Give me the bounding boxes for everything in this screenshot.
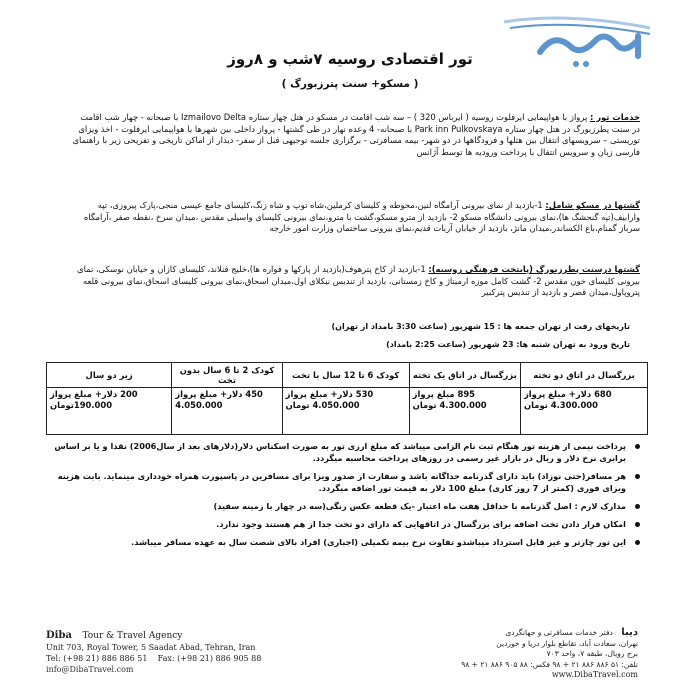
bullet-icon — [635, 540, 640, 545]
footer-address-en: Unit 703, Royal Tower, 5 Saadat Abad, Tehran, Iran — [46, 643, 256, 652]
footer-persian — [408, 628, 638, 681]
list-item: مدارک لازم : اصل گذرنامه با حداقل هفت ماه اعتبار -یک قطعه عکس رنگی(سه در چهار با زمینه سفید) — [44, 500, 640, 512]
list-item: این تور چارتر و غیر قابل استرداد میباشدو تفاوت نرخ بیمه تکمیلی (اجباری) افراد بالای شصت سال به عهده مسافر میباشد. — [44, 536, 640, 548]
footer-fax-en: Fax: (+98 21) 886 905 88 — [157, 654, 262, 663]
footer-address-fa-2: برج رویال، طبقه ۷، واحد ۷۰۳ — [546, 649, 638, 658]
footer-email-link[interactable]: info@DibaTravel.com — [46, 665, 134, 674]
departure-date: تاریخهای رفت از تهران جمعه ها : 15 شهریور (ساعت 3:30 بامداد از تهران) — [331, 322, 630, 331]
bullet-icon — [635, 444, 640, 449]
footer-agency-fa: دفتر خدمات مسافرتی و جهانگردی — [505, 628, 613, 637]
list-item: امکان قرار دادن تخت اضافه برای بزرگسال در اتاقهایی که دارای دو تخت جدا از هم هستند وجود ندارد. — [44, 518, 640, 530]
price-header: بزرگسال در اتاق یک تخته — [409, 363, 520, 388]
page-title: تور اقتصادی روسیه ۷شب و ۸روز — [227, 50, 473, 68]
price-table — [46, 362, 648, 435]
stpetersburg-tours-section — [70, 264, 640, 299]
services-text: پرواز با هواپیمایی ایرفلوت روسیه ( ایرباس 320 ) – سه شب اقامت در مسکو در هتل چهار ستاره Izmailovo Delta با صبحانه - چهار شب اقامت در سنت پطرزبورگ در هتل چهار ستاره Park inn Pulkovskaya با صبحانه- 4 وعده نهار در طی گشتها - پرواز داخلی بین شهرها با هواپیمایی ایرفلوت - اخذ ویزای توریستی – سرویسهای انتقال بین هتلها و فرودگاهها در دو شهر- بیمه مسافرتی - برگزاری جلسه توجیهی قبل از سفر- دیدار از اماکن تاریخی و تفریحی زیر با راهنمای فارسی زبان و سرویس انتقال با پرداخت ورودیه ها توسط آژانس — [72, 112, 640, 157]
bullet-icon — [635, 474, 640, 479]
bullet-icon — [635, 522, 640, 527]
footer-tel-en: Tel: (+98 21) 886 886 51 — [46, 654, 148, 663]
footer-english — [46, 630, 306, 675]
page-subtitle: ( مسکو+ سنت پترزبورگ ) — [281, 78, 419, 90]
price-cell: 530 دلار+ مبلغ پرواز 4.050.000 تومان — [282, 388, 409, 435]
list-item: پرداخت نیمی از هزینه تور هنگام ثبت نام الزامی میباشد که مبلغ ارزی تور به صورت اسکناس دلار(دلارهای بعد از سال2006) نقدا و یا بر اساس برابری نرخ دلار و ریال در بازار غیر رسمی در روزهای پرداخت محاسبه میگردد. — [44, 440, 640, 464]
price-cell: 200 دلار+ مبلغ پرواز 190.000تومان — [47, 388, 172, 435]
notes-list — [44, 440, 640, 554]
services-label: خدمات تور : — [589, 112, 640, 122]
footer-address-fa-1: تهران، سعادت آباد، تقاطع بلوار دریا و خوردین — [496, 638, 638, 648]
footer-phones-fa: تلفن: ۵۱ ۸۸۶ ۸۸۶ ۲۱ + ۹۸ فکس: ۸۸ ۹۰۵ ۸۸۶ ۲۱ + ۹۸ — [461, 659, 638, 669]
services-section — [70, 112, 640, 158]
moscow-tours-section — [70, 200, 640, 235]
footer-agency-en: Tour & Travel Agency — [82, 631, 183, 641]
footer-brand-fa: دیبا — [621, 627, 638, 638]
moscow-label: گشتها در مسکو شامل: — [545, 200, 640, 210]
table-row — [47, 388, 648, 435]
footer-brand-en: Diba — [46, 630, 72, 641]
stpetersburg-label: گشتها درسنت پطرزبورگ (پایتخت فرهنگی روسیه): — [428, 264, 640, 274]
moscow-text: 1-بازدید از نمای بیرونی آرامگاه لنین،محوطه و کلیسای کرملین،شاه توپ و شاه زنگ،کلیسای جامع عیسی منجی،پارک پیروزی، تپه وارابیف(تپه گنجشگ ها)،نمای بیرونی دانشگاه مسکو 2- بازدید از مترو مسکو،گشت با مترو،نمای بیرونی کلیسای واسیلی مقدس ،میدان سرخ ،نقطه صفر ،آرامگاه سرباز گمنام،باغ الکساندر،میدان مانژ، بازدید از خیابان آربات قدیم،نمای بیرونی ساختمان وزارت امور خارجه — [83, 200, 640, 234]
footer-website-link[interactable]: www.DibaTravel.com — [551, 670, 638, 679]
return-date: تاریخ ورود به تهران شنبه ها: 23 شهریور (ساعت 2:25 بامداد) — [386, 340, 630, 349]
bullet-icon — [635, 504, 640, 509]
price-header: زیر دو سال — [47, 363, 172, 388]
price-table-header-row — [47, 363, 648, 388]
price-cell: 450 دلار+ مبلغ پرواز 4.050.000 — [172, 388, 282, 435]
price-cell: 680 دلار+ مبلغ پرواز 4.300.000 تومان — [520, 388, 647, 435]
stpetersburg-text: 1-بازدید از کاخ پترهوف(بازدید از پارکها و فواره ها)،خلیج فنلاند، کلیسای کازان و خیابان نوسکی، نمای بیرونی کلیسای خون مقدس 2- گشت کامل موزه ارمیتاژ و کاخ زمستانی، بازدید از تندیس نیکلای اول،میدان اسحاق،نمای بیرونی کلیسای اسحاق،نمای بیرونی قلعه پتروپاول،میدان قصر و بازدید از تندیس پترکبیر — [77, 264, 640, 298]
price-header: کودک 2 تا 6 سال بدون تخت — [172, 363, 282, 388]
price-header: کودک 6 تا 12 سال با تخت — [282, 363, 409, 388]
price-header: بزرگسال در اتاق دو تخته — [520, 363, 647, 388]
price-cell: 895 مبلغ پرواز 4.300.000 تومان — [409, 388, 520, 435]
list-item: هر مسافر(حتی نوزاد) باید دارای گذرنامه جداگانه باشد و سفارت از صدور ویزا برای مسافرین در پاسپورت همراه خودداری مینماید. بابت هزینه ویزای فوری (کمتر از 7 روز کاری) مبلغ 100 دلار به قیمت تور اضافه میگردد. — [44, 470, 640, 494]
